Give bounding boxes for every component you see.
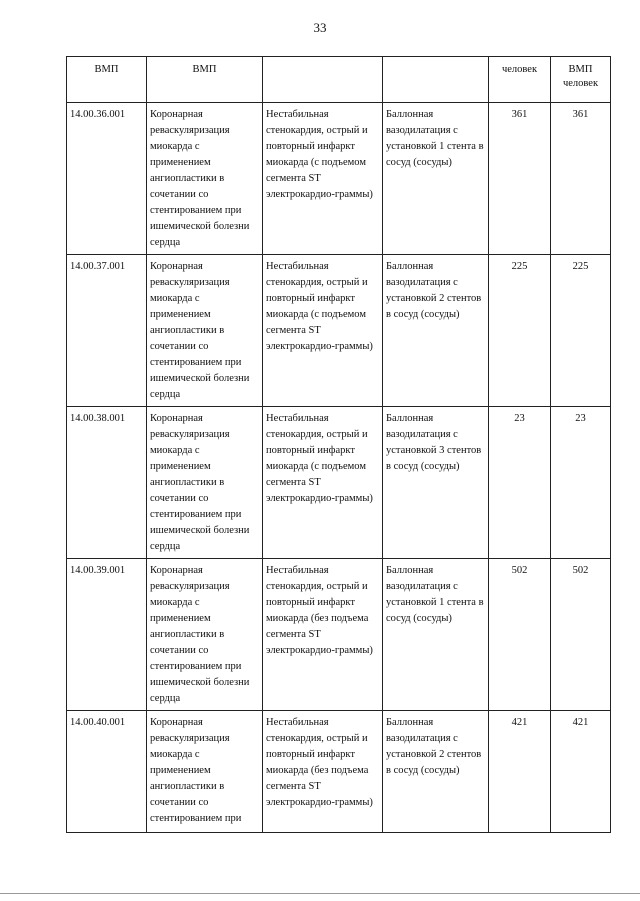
- cell-people: 502: [489, 559, 551, 711]
- cell-people: 421: [489, 711, 551, 833]
- table-row: [67, 255, 611, 407]
- cell-method: Баллонная вазодилатация с установкой 1 стента в сосуд (сосуды): [383, 559, 489, 711]
- cell-name: Коронарная реваскуляризация миокарда с применением ангиопластики в сочетании со стентированием при ишемической болезни сердца: [147, 103, 263, 255]
- table-row: [67, 103, 611, 255]
- cell-code: 14.00.40.001: [67, 711, 147, 833]
- cell-diagnosis: Нестабильная стенокардия, острый и повторный инфаркт миокарда (без подъема сегмента ST электрокардио-граммы): [263, 711, 383, 833]
- header-people: человек: [489, 57, 551, 103]
- procedures-table: [66, 56, 611, 833]
- cell-people: 23: [489, 407, 551, 559]
- cell-diagnosis: Нестабильная стенокардия, острый и повторный инфаркт миокарда (с подъемом сегмента ST электрокардио-граммы): [263, 407, 383, 559]
- cell-method: Баллонная вазодилатация с установкой 2 стентов в сосуд (сосуды): [383, 255, 489, 407]
- cell-name: Коронарная реваскуляризация миокарда с применением ангиопластики в сочетании со стентированием при ишемической болезни сердца: [147, 255, 263, 407]
- cell-name: Коронарная реваскуляризация миокарда с применением ангиопластики в сочетании со стентированием при: [147, 711, 263, 833]
- cell-diagnosis: Нестабильная стенокардия, острый и повторный инфаркт миокарда (без подъема сегмента ST электрокардио-граммы): [263, 559, 383, 711]
- page-number: 33: [313, 20, 327, 35]
- table-row: [67, 711, 611, 833]
- cell-code: 14.00.36.001: [67, 103, 147, 255]
- header-code: ВМП: [67, 57, 147, 103]
- header-method: [383, 57, 489, 103]
- cell-code: 14.00.39.001: [67, 559, 147, 711]
- cell-people: 361: [489, 103, 551, 255]
- cell-vmp-people: 23: [551, 407, 611, 559]
- cell-vmp-people: 421: [551, 711, 611, 833]
- cell-diagnosis: Нестабильная стенокардия, острый и повторный инфаркт миокарда (с подъемом сегмента ST электрокардио-граммы): [263, 255, 383, 407]
- header-diagnosis: [263, 57, 383, 103]
- table-row: [67, 559, 611, 711]
- cell-name: Коронарная реваскуляризация миокарда с применением ангиопластики в сочетании со стентированием при ишемической болезни сердца: [147, 407, 263, 559]
- cell-people: 225: [489, 255, 551, 407]
- header-vmp-people-label: ВМП человек: [562, 64, 599, 89]
- cell-vmp-people: 502: [551, 559, 611, 711]
- cell-vmp-people: 225: [551, 255, 611, 407]
- header-vmp-people: [551, 57, 611, 103]
- cell-name: Коронарная реваскуляризация миокарда с применением ангиопластики в сочетании со стентированием при ишемической болезни сердца: [147, 559, 263, 711]
- table-header-row: [67, 57, 611, 103]
- cell-method: Баллонная вазодилатация с установкой 1 стента в сосуд (сосуды): [383, 103, 489, 255]
- cell-code: 14.00.37.001: [67, 255, 147, 407]
- cell-method: Баллонная вазодилатация с установкой 2 стентов в сосуд (сосуды): [383, 711, 489, 833]
- cell-vmp-people: 361: [551, 103, 611, 255]
- header-name: ВМП: [147, 57, 263, 103]
- table-row: [67, 407, 611, 559]
- cell-diagnosis: Нестабильная стенокардия, острый и повторный инфаркт миокарда (с подъемом сегмента ST электрокардио-граммы): [263, 103, 383, 255]
- page-bottom-rule: [0, 893, 640, 894]
- cell-method: Баллонная вазодилатация с установкой 3 стентов в сосуд (сосуды): [383, 407, 489, 559]
- cell-code: 14.00.38.001: [67, 407, 147, 559]
